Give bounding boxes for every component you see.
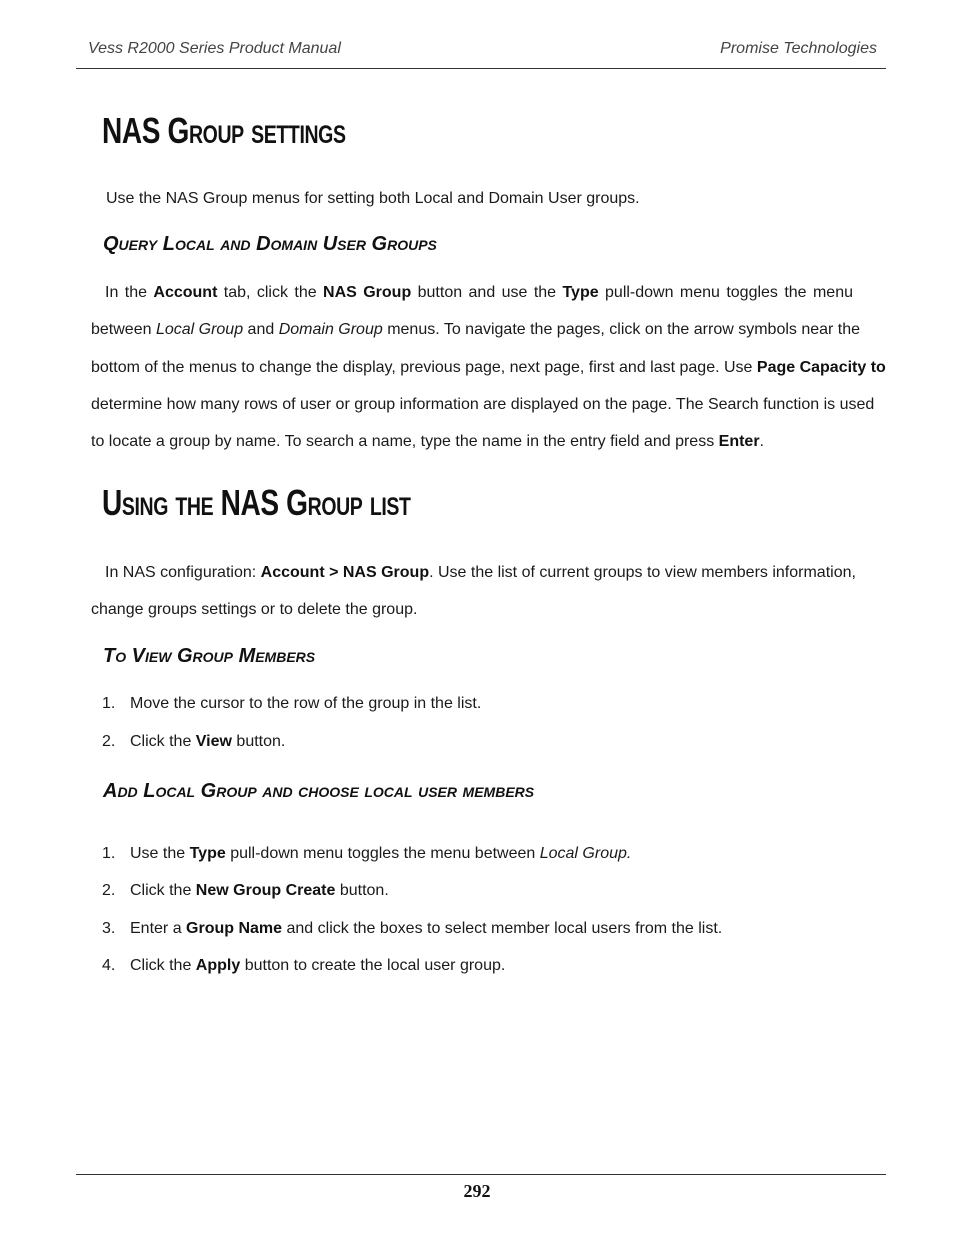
query-line-2: between Local Group and Domain Group menus. To navigate the pages, click on the arrow symbols near the bbox=[91, 321, 861, 338]
list-item-number: 4. bbox=[102, 957, 116, 974]
header-manual-title: Vess R2000 Series Product Manual bbox=[88, 40, 341, 57]
query-line-4: determine how many rows of user or group information are displayed on the page. The Search function is used bbox=[91, 396, 875, 413]
list-item-number: 2. bbox=[102, 733, 116, 750]
list-item: Click the Apply button to create the local user group. bbox=[130, 957, 506, 974]
list-item: Click the New Group Create button. bbox=[130, 882, 389, 899]
query-line-1: In the Account tab, click the NAS Group button and use the Type pull-down menu toggles the menu bbox=[105, 284, 854, 301]
page-number: 292 bbox=[463, 1181, 491, 1201]
query-line-3: bottom of the menus to change the display, previous page, next page, first and last page. Use Page Capacity to bbox=[91, 359, 886, 376]
list-item: Enter a Group Name and click the boxes to select member local users from the list. bbox=[130, 920, 723, 937]
query-line-5: to locate a group by name. To search a name, type the name in the entry field and press Enter. bbox=[91, 433, 764, 450]
list-item: Click the View button. bbox=[130, 733, 286, 750]
list-item-number: 1. bbox=[102, 695, 116, 712]
intro-paragraph: Use the NAS Group menus for setting both Local and Domain User groups. bbox=[106, 190, 640, 207]
footer-rule bbox=[76, 1174, 886, 1175]
heading-add-local-group: Add Local Group and choose local user members bbox=[103, 780, 535, 802]
list-item-number: 3. bbox=[102, 920, 116, 937]
heading-view-group-members: To View Group Members bbox=[103, 645, 316, 667]
header-rule bbox=[76, 68, 886, 69]
header-company: Promise Technologies bbox=[720, 40, 877, 57]
list-item-number: 2. bbox=[102, 882, 116, 899]
using-line-1: In NAS configuration: Account > NAS Group. Use the list of current groups to view members information, bbox=[105, 564, 856, 581]
heading-using-nas-group-list: Using the NAS Group list bbox=[102, 482, 411, 523]
heading-query-groups: Query Local and Domain User Groups bbox=[103, 233, 437, 255]
list-item: Move the cursor to the row of the group in the list. bbox=[130, 695, 482, 712]
list-item-number: 1. bbox=[102, 845, 116, 862]
using-line-2: change groups settings or to delete the group. bbox=[91, 601, 418, 618]
heading-nas-group-settings: NAS Group settings bbox=[102, 110, 346, 151]
list-item: Use the Type pull-down menu toggles the menu between Local Group. bbox=[130, 845, 632, 862]
